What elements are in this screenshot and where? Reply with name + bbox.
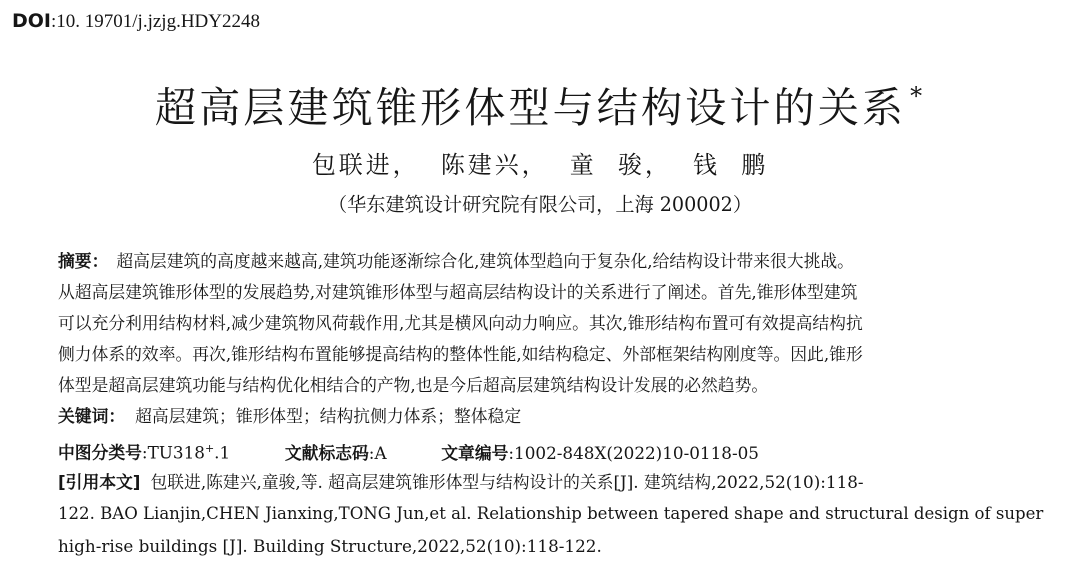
keywords-label: 关键词： [58, 406, 126, 426]
paper-title [0, 68, 1080, 136]
abstract-line: 可以充分利用结构材料,减少建筑物风荷载作用,尤其是横风向动力响应。其次,锥形结构布置可有效提高结构抗 [58, 313, 863, 333]
clc-value: :TU318 [141, 442, 205, 463]
doi-value: :10. 19701/j.jzjg.HDY2248 [51, 11, 260, 32]
abstract-label: 摘要： [58, 251, 109, 271]
clc-superscript: + [204, 442, 215, 455]
abstract-line [58, 246, 1048, 277]
article-no-item [441, 438, 759, 469]
citation-text: 包联进,陈建兴,童骏,等. 超高层建筑锥形体型与结构设计的关系[J]. 建筑结构,2022,52(10):118- [150, 472, 864, 492]
classification-line [58, 433, 759, 469]
author-list: 包联进， 陈建兴， 童 骏， 钱 鹏 [311, 151, 769, 179]
doi-label: DOI [12, 10, 51, 32]
citation-line [58, 466, 1048, 498]
clc-item [58, 433, 230, 469]
paper-title-text: 超高层建筑锥形体型与结构设计的关系 [154, 84, 907, 132]
citation-label: [引用本文] [58, 472, 141, 492]
citation-line: 122. BAO Lianjin,CHEN Jianxing,TONG Jun,et al. Relationship between tapered shape and structural design of super [58, 504, 1044, 523]
affiliation: （华东建筑设计研究院有限公司，上海 200002） [327, 193, 753, 216]
citation [58, 466, 1048, 562]
keywords-line [58, 401, 1048, 432]
abstract-line: 从超高层建筑锥形体型的发展趋势,对建筑锥形体型与超高层结构设计的关系进行了阐述。首先,锥形体型建筑 [58, 282, 858, 302]
abstract-line: 侧力体系的效率。再次,锥形结构布置能够提高结构的整体性能,如结构稳定、外部框架结构刚度等。因此,锥形 [58, 344, 863, 364]
doc-code-value: :A [368, 442, 387, 463]
abstract-line: 体型是超高层建筑功能与结构优化相结合的产物,也是今后超高层建筑结构设计发展的必然趋势。 [58, 375, 769, 395]
doc-code-item [285, 438, 387, 469]
clc-tail: .1 [214, 442, 231, 463]
doc-code-label: 文献标志码 [284, 442, 369, 463]
abstract-text: 超高层建筑的高度越来越高,建筑功能逐渐综合化,建筑体型趋向于复杂化,给结构设计带来很大挑战。 [116, 251, 854, 271]
article-no-label: 文章编号 [441, 442, 509, 463]
doi-line [12, 8, 260, 35]
title-footnote-mark: * [910, 82, 926, 110]
keywords-value: 超高层建筑；锥形体型；结构抗侧力体系；整体稳定 [135, 406, 522, 426]
citation-line: high-rise buildings [J]. Building Structure,2022,52(10):118-122. [58, 536, 602, 556]
abstract [58, 246, 1048, 432]
article-no-value: :1002-848X(2022)10-0118-05 [508, 442, 759, 463]
clc-label: 中图分类号 [58, 442, 142, 463]
